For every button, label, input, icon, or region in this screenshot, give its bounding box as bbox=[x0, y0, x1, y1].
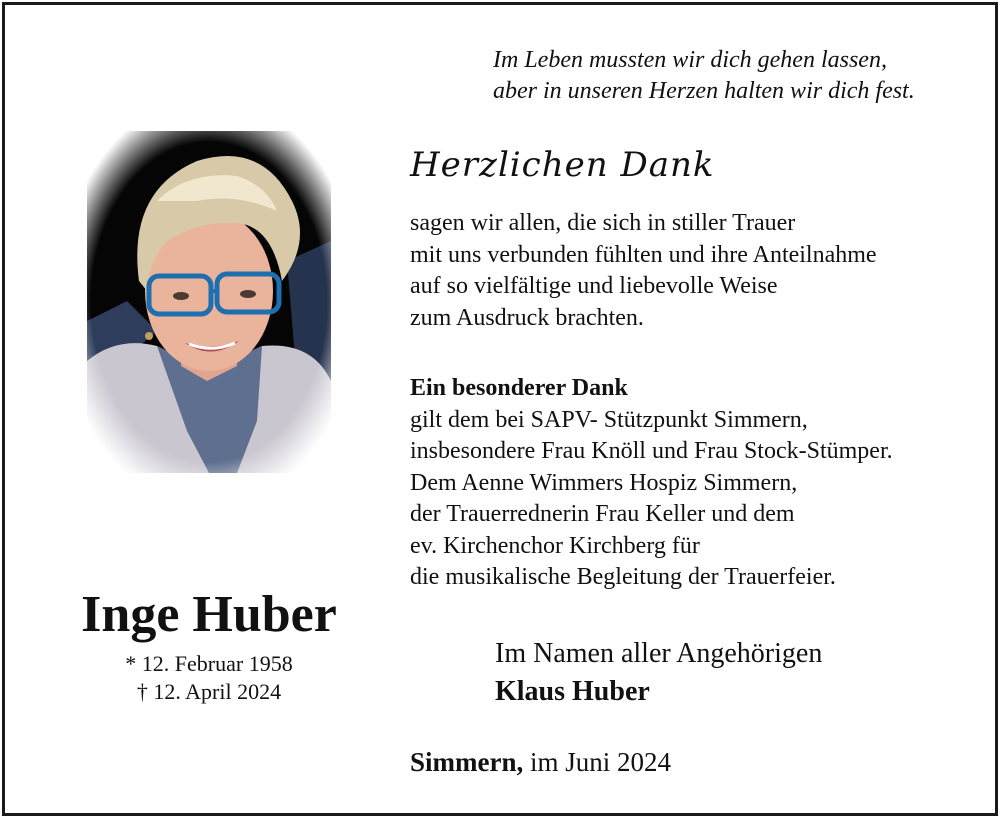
portrait-photo bbox=[87, 131, 331, 473]
special-thanks-line: gilt dem bei SAPV- Stützpunkt Simmern, bbox=[410, 406, 808, 433]
special-thanks-line: insbesondere Frau Knöll und Frau Stock-Stümper. bbox=[410, 438, 893, 464]
special-thanks-line: Dem Aenne Wimmers Hospiz Simmern, bbox=[410, 469, 798, 496]
thanks-text bbox=[410, 208, 980, 334]
obituary-card bbox=[2, 2, 998, 816]
signature-name: Klaus Huber bbox=[495, 676, 650, 707]
quote-line: Im Leben mussten wir dich gehen lassen, bbox=[493, 47, 887, 73]
special-thanks-line: die musikalische Begleitung der Trauerfeier. bbox=[410, 564, 836, 590]
death-date: † 12. April 2024 bbox=[136, 679, 282, 704]
signature bbox=[495, 635, 822, 711]
place-date-text: im Juni 2024 bbox=[529, 747, 671, 777]
place-city: Simmern, bbox=[410, 747, 524, 777]
thanks-line: zum Ausdruck brachten. bbox=[410, 304, 644, 331]
special-thanks-text bbox=[410, 373, 980, 594]
signature-line: Im Namen aller Angehörigen bbox=[495, 638, 823, 669]
special-thanks-line: ev. Kirchenchor Kirchberg für bbox=[410, 532, 700, 559]
thanks-line: sagen wir allen, die sich in stiller Trauer bbox=[410, 210, 796, 236]
special-thanks-heading: Ein besonderer Dank bbox=[410, 375, 628, 401]
place-date bbox=[410, 747, 671, 778]
thanks-line: auf so vielfältige und liebevolle Weise bbox=[410, 273, 778, 299]
thanks-line: mit uns verbunden fühlten und ihre Anteilnahme bbox=[410, 241, 877, 268]
portrait-illustration bbox=[87, 131, 331, 473]
quote bbox=[493, 45, 973, 107]
thanks-heading: Herzlichen Dank bbox=[410, 145, 715, 185]
life-dates bbox=[35, 650, 383, 706]
deceased-name: Inge Huber bbox=[81, 586, 337, 643]
birth-date: * 12. Februar 1958 bbox=[125, 651, 293, 676]
quote-line: aber in unseren Herzen halten wir dich fest. bbox=[493, 78, 915, 104]
special-thanks-line: der Trauerrednerin Frau Keller und dem bbox=[410, 501, 795, 527]
